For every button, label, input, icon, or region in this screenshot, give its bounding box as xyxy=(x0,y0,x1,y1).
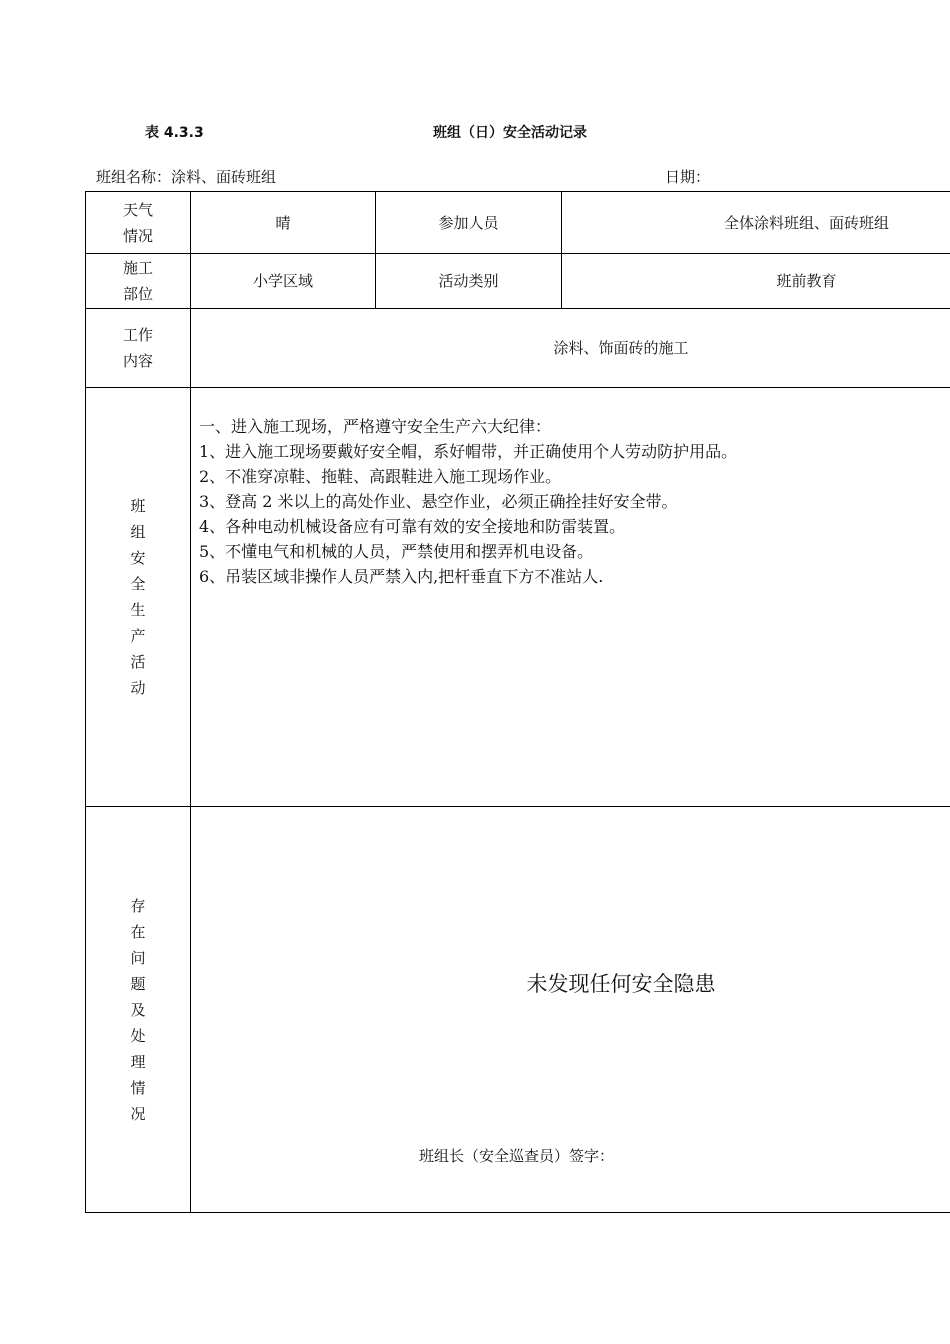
weather-row xyxy=(86,192,950,254)
safety-label-char: 班 xyxy=(130,497,146,515)
issues-label-char: 问 xyxy=(130,948,146,967)
location-row xyxy=(86,254,950,309)
safety-label-char: 生 xyxy=(130,601,146,619)
participants-value: 全体涂料班组、面砖班组 xyxy=(562,192,950,254)
issues-content xyxy=(191,807,950,1213)
location-label-line: 施工 xyxy=(122,259,153,277)
work-label-line: 内容 xyxy=(122,352,153,370)
safety-line: 6、吊装区域非操作人员严禁入内,把杆垂直下方不准站人. xyxy=(199,567,604,586)
issues-label-char: 处 xyxy=(130,1026,146,1045)
safety-label-char: 全 xyxy=(130,575,146,593)
location-label-line: 部位 xyxy=(122,285,153,303)
safety-line: 1、进入施工现场要戴好安全帽，系好帽带，并正确使用个人劳动防护用品。 xyxy=(199,442,738,461)
issues-label-char: 及 xyxy=(130,1000,146,1019)
weather-label-line: 情况 xyxy=(122,226,153,245)
weather-label xyxy=(86,192,191,254)
safety-line: 5、不懂电气和机械的人员，严禁使用和摆弄机电设备。 xyxy=(199,542,594,561)
issues-label-char: 题 xyxy=(130,974,146,993)
issues-row xyxy=(86,807,950,1213)
safety-activity-content xyxy=(191,388,950,807)
participants-label: 参加人员 xyxy=(376,192,562,254)
date-label: 日期： xyxy=(665,168,711,186)
safety-line: 2、不准穿凉鞋、拖鞋、高跟鞋进入施工现场作业。 xyxy=(199,467,562,486)
form-number: 表 4.3.3 xyxy=(145,125,204,141)
weather-value: 晴 xyxy=(191,192,376,254)
issues-label-char: 存 xyxy=(130,896,146,915)
issues-label xyxy=(86,807,191,1213)
work-row xyxy=(86,309,950,388)
issues-label-char: 理 xyxy=(130,1052,146,1071)
safety-label-char: 动 xyxy=(130,679,146,697)
issues-value: 未发现任何安全隐患 xyxy=(526,972,716,996)
safety-label-char: 安 xyxy=(130,549,146,567)
safety-activity-row xyxy=(86,388,950,807)
team-name: 班组名称：涂料、面砖班组 xyxy=(96,168,277,186)
signer-label: 班组长（安全巡查员）签字： xyxy=(419,1147,615,1165)
document-title: 班组（日）安全活动记录 xyxy=(433,125,587,141)
weather-label-line: 天气 xyxy=(122,200,153,219)
location-value: 小学区域 xyxy=(191,254,376,309)
issues-label-char: 在 xyxy=(130,922,146,941)
safety-label-char: 产 xyxy=(130,627,146,645)
safety-label-char: 活 xyxy=(130,653,146,671)
safety-line: 4、各种电动机械设备应有可靠有效的安全接地和防雷装置。 xyxy=(199,517,626,536)
safety-label-char: 组 xyxy=(130,523,146,541)
work-label xyxy=(86,309,191,388)
work-label-line: 工作 xyxy=(122,326,153,344)
safety-activity-label xyxy=(86,388,191,807)
location-label xyxy=(86,254,191,309)
work-value: 涂料、饰面砖的施工 xyxy=(191,309,950,388)
issues-label-char: 况 xyxy=(130,1104,146,1123)
safety-line: 3、登高 2 米以上的高处作业、悬空作业，必须正确拴挂好安全带。 xyxy=(199,492,678,511)
activity-type-value: 班前教育 xyxy=(562,254,950,309)
issues-label-char: 情 xyxy=(130,1078,146,1097)
activity-type-label: 活动类别 xyxy=(376,254,562,309)
safety-activity-table xyxy=(85,191,950,1213)
safety-line: 一、进入施工现场，严格遵守安全生产六大纪律： xyxy=(199,417,552,436)
